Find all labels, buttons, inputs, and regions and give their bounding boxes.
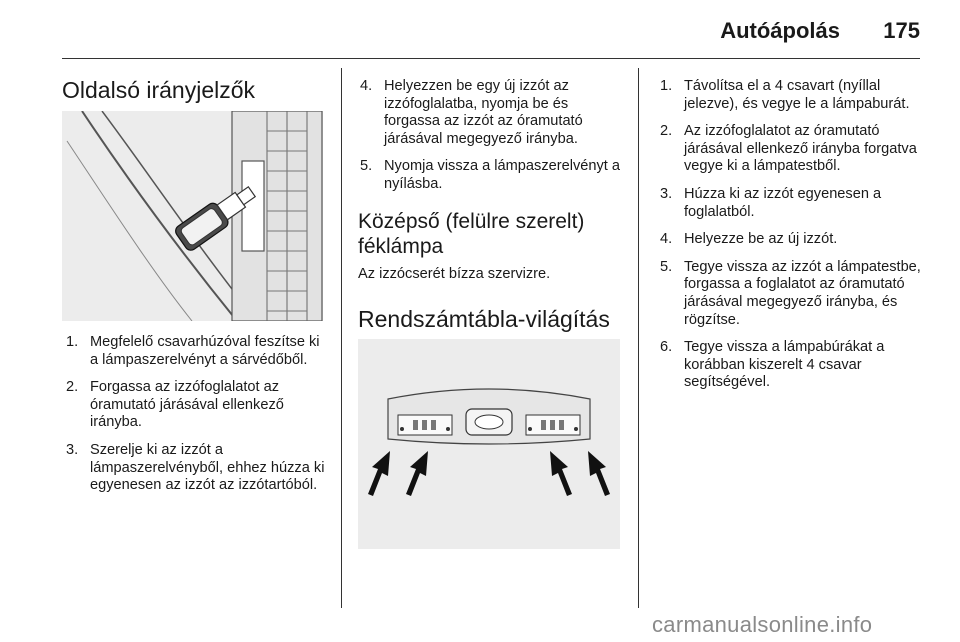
side-indicator-steps [66,334,328,505]
heading-license-plate-light: Rendszámtábla-világítás [358,306,610,332]
list-item: 2. Az izzófoglalatot az óramutató járásával ellenkező irányba forgatva vegye ki a lámpatestből. [660,123,917,175]
list-item: 6. Tegye vissza a lámpabúrákat a korábban kiszerelt 4 csavar segítségével. [660,339,885,391]
heading-brake-light: Középső (felülre szerelt) féklámpa [358,210,585,258]
list-item: 3. Húzza ki az izzót egyenesen a foglalatból. [660,185,882,220]
column-divider [638,68,639,608]
section-title: Autóápolás [720,18,840,43]
brake-light-note: Az izzócserét bízza szervizre. [358,266,551,282]
side-indicator-steps-continued [360,78,622,204]
side-indicator-illustration [62,111,323,321]
page-header [62,14,920,54]
license-plate-illustration [358,339,620,549]
list-item: 1. Megfelelő csavarhúzóval feszítse ki a lámpaszerelvényt a sárvédőből. [66,334,320,368]
heading-side-indicators: Oldalsó irányjelzők [62,77,256,103]
header-rule [62,58,920,59]
list-item: 5. Nyomja vissza a lámpaszerelvényt a nyílásba. [360,158,621,192]
list-item: 5. Tegye vissza az izzót a lámpatestbe, forgassa a foglalatot az óramutató járásával megegyező irányba, és rögzítse. [660,258,921,328]
side-indicator-figure [62,111,323,321]
license-plate-steps [660,78,928,402]
page-number: 175 [883,18,920,43]
list-item: 1. Távolítsa el a 4 csavart (nyíllal jelezve), és vegye le a lámpaburát. [660,78,910,112]
column-divider [341,68,342,608]
watermark: carmanualsonline.info [652,612,873,637]
license-plate-figure [358,339,620,549]
list-item: 3. Szerelje ki az izzót a lámpaszerelvényből, ehhez húzza ki egyenesen az izzót az izzótartóból. [66,441,325,494]
list-item: 4. Helyezzen be egy új izzót az izzófoglalatba, nyomja be és forgassa az izzót az óramutató járásával megegyező irányba. [360,78,583,147]
list-item: 4. Helyezze be az új izzót. [660,231,838,248]
list-item: 2. Forgassa az izzófoglalatot az óramutató járásával ellenkező irányba. [66,379,284,431]
